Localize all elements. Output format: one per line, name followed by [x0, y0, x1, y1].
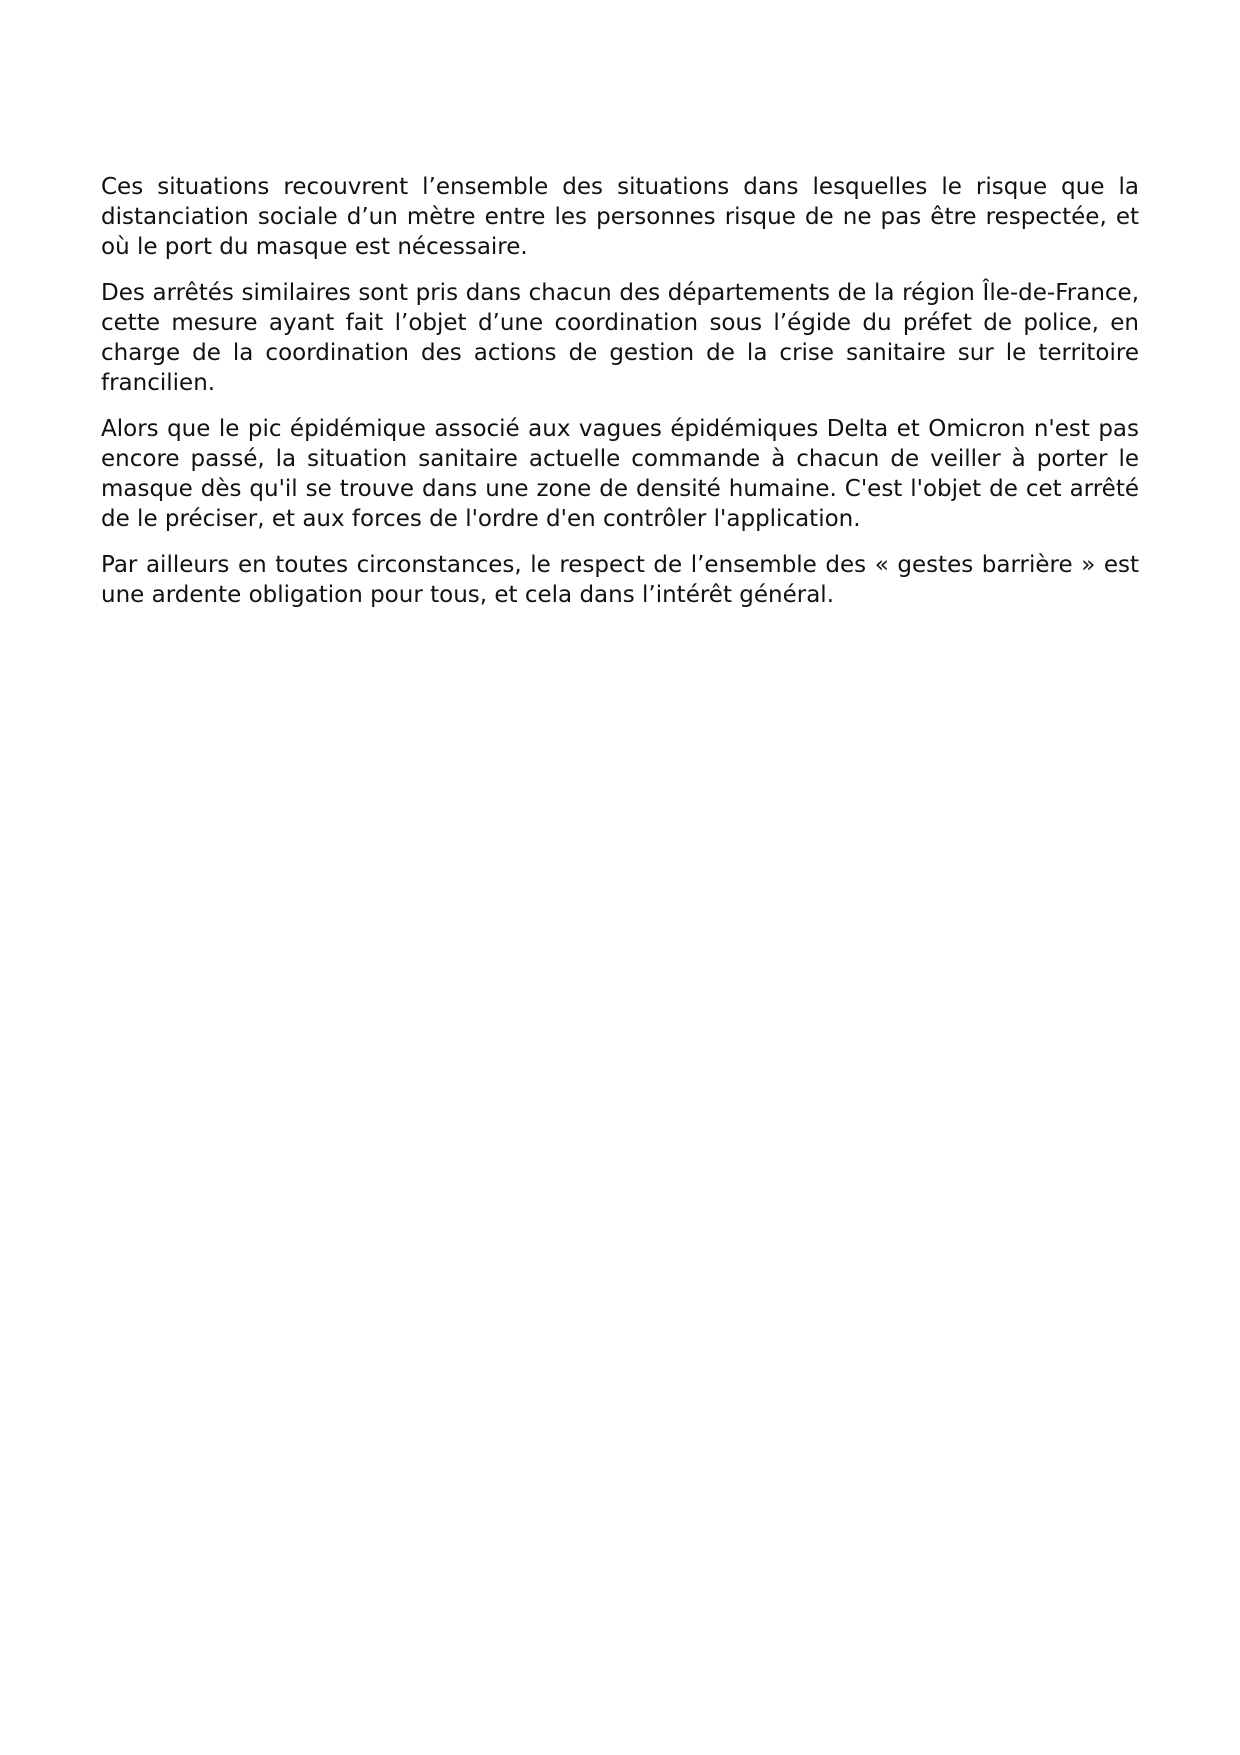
document-body: [101, 172, 1139, 626]
paragraph-pic-epidemique: Alors que le pic épidémique associé aux vagues épidémiques Delta et Omicron n'est pas encore passé, la situation sanitaire actuelle commande à chacun de veiller à porter le masque dès qu'il se trouve dans une zone de densité humaine. C'est l'objet de cet arrêté de le préciser, et aux forces de l'ordre d'en contrôler l'application.: [101, 416, 1139, 532]
paragraph-gestes-barriere: Par ailleurs en toutes circonstances, le respect de l’ensemble des « gestes barrière » est une ardente obligation pour tous, et cela dans l’intérêt général.: [101, 552, 1139, 608]
paragraph-arretes-similaires: Des arrêtés similaires sont pris dans chacun des départements de la région Île-de-France, cette mesure ayant fait l’objet d’une coordination sous l’égide du préfet de police, en charge de la coordination des actions de gestion de la crise sanitaire sur le territoire francilien.: [101, 280, 1139, 396]
paragraph-situations: Ces situations recouvrent l’ensemble des situations dans lesquelles le risque que la distanciation sociale d’un mètre entre les personnes risque de ne pas être respectée, et où le port du masque est nécessaire.: [101, 174, 1139, 260]
